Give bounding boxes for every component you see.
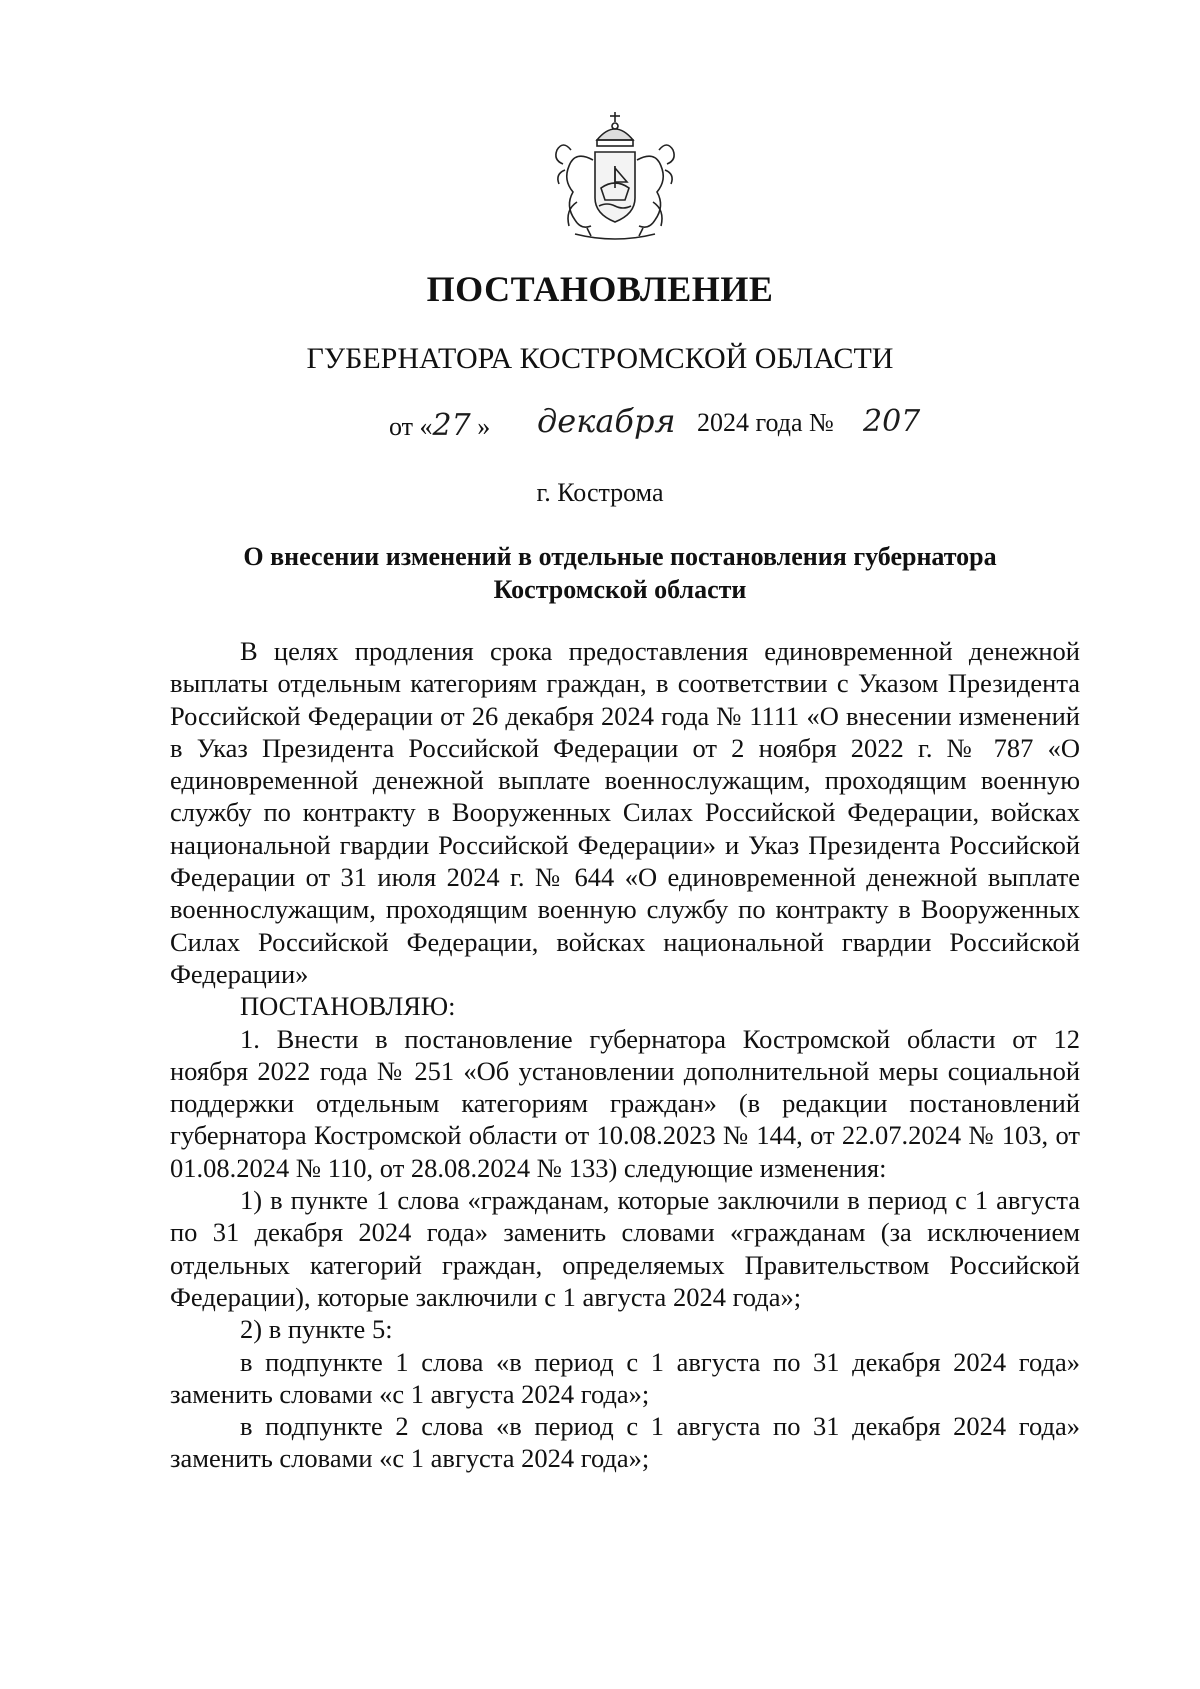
body-paragraph: в подпункте 1 слова «в период с 1 августа по 31 декабря 2024 года» заменить словами «с 1 августа 2024 года»;	[170, 1346, 1080, 1409]
document-issuer: ГУБЕРНАТОРА КОСТРОМСКОЙ ОБЛАСТИ	[306, 342, 894, 375]
date-day: 27	[432, 408, 471, 443]
coat-of-arms-icon	[535, 110, 695, 250]
document-number: 207	[863, 404, 921, 439]
date-month: декабря	[537, 402, 676, 440]
document-heading: О внесении изменений в отдельные постановления губернатора Костромской области	[243, 542, 997, 604]
body-paragraph: в подпункте 2 слова «в период с 1 августа по 31 декабря 2024 года» заменить словами «с 1 августа 2024 года»;	[170, 1411, 1080, 1474]
document-title: ПОСТАНОВЛЕНИЕ	[426, 269, 774, 309]
document-body	[170, 635, 1080, 1475]
body-paragraph: В целях продления срока предоставления единовременной денежной выплаты отдельным категориям граждан, в соответствии с Указом Президента Российской Федерации от 26 декабря 2024 года № 1111 «О внесении изменений в Указ Президента Российской Федерации от 2 ноября 2022 г. № 787 «О единовременной денежной выплате военнослужащим, проходящим военную службу по контракту в Вооруженных Силах Российской Федерации, войсках национальной гвардии Российской Федерации» и Указ Президента Российской Федерации от 31 июля 2024 г. № 644 «О единовременной денежной выплате военнослужащим, проходящим военную службу по контракту в Вооруженных Силах Российской Федерации, войсках национальной гвардии Российской Федерации»	[170, 636, 1080, 989]
body-paragraph: 1. Внести в постановление губернатора Костромской области от 12 ноября 2022 года № 251 «Об установлении дополнительной меры социальной поддержки отдельным категориям граждан» (в редакции постановлений губернатора Костромской области от 10.08.2023 № 144, от 22.07.2024 № 103, от 01.08.2024 № 110, от 28.08.2024 № 133) следующие изменения:	[170, 1023, 1080, 1183]
body-paragraph: ПОСТАНОВЛЯЮ:	[240, 991, 456, 1022]
body-paragraph: 2) в пункте 5:	[240, 1314, 393, 1345]
document-city: г. Кострома	[536, 478, 664, 507]
date-year: 2024 года №	[697, 408, 834, 437]
date-prefix: от «	[389, 412, 433, 441]
date-suffix: »	[477, 412, 491, 441]
body-paragraph: 1) в пункте 1 слова «гражданам, которые заключили в период с 1 августа по 31 декабря 2024 года» заменить словами «гражданам (за исключением отдельных категорий граждан, определяемых Правительством Российской Федерации), которые заключили с 1 августа 2024 года»;	[170, 1185, 1080, 1312]
document-date-line	[389, 402, 921, 443]
